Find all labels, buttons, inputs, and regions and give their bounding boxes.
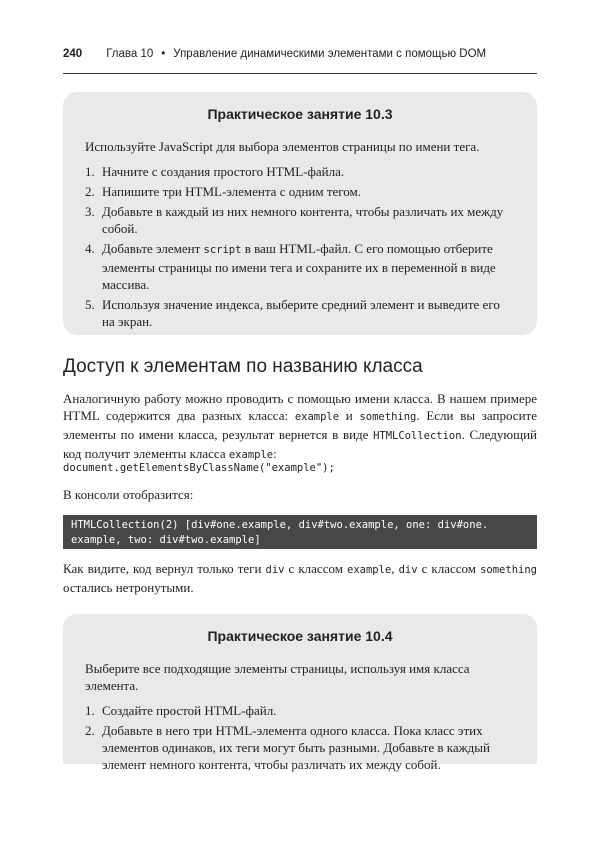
list-item xyxy=(85,702,515,719)
page-number: 240 xyxy=(63,48,83,60)
inline-code: script xyxy=(203,244,242,256)
exercise-title: Практическое занятие 10.3 xyxy=(207,106,393,122)
console-output-block: HTMLCollection(2) [div#one.example, div#two.example, one: div#one. example, two: div#two.example] xyxy=(63,515,537,549)
exercise-steps xyxy=(85,702,515,773)
list-item xyxy=(85,296,515,330)
step-text-post: в ваш HTML-файл. С его помощью отберите элементы страницы по имени тега и сохраните их в переменной в виде массива. xyxy=(102,241,496,292)
inline-code: something xyxy=(359,411,417,423)
text-run: с классом xyxy=(417,561,481,576)
text-run: . Если вы запросите элементы по имени класса, результат вернется в виде xyxy=(63,408,537,442)
step-number: 4. xyxy=(85,241,95,256)
text-run: , xyxy=(391,561,399,576)
step-text: Добавьте в каждый из них немного контента, чтобы различать их между собой. xyxy=(102,204,504,236)
chapter-title: Управление динамическими элементами с помощью DOM xyxy=(173,48,487,60)
code-sample: document.getElementsByClassName("example"); xyxy=(63,462,335,474)
step-text: Добавьте в него три HTML-элемента одного класса. Пока класс этих элементов одинаков, их теги могут быть разными. Добавьте в каждый элемент немного контента, чтобы различать их между собой. xyxy=(102,723,490,772)
step-number: 3. xyxy=(85,204,95,219)
exercise-intro: Используйте JavaScript для выбора элементов страницы по имени тега. xyxy=(85,139,480,154)
exercise-box-10-4 xyxy=(63,614,537,772)
step-number: 5. xyxy=(85,297,95,312)
exercise-intro: Выберите все подходящие элементы страницы, используя имя класса элемента. xyxy=(85,661,470,693)
inline-code: example xyxy=(294,411,340,423)
exercise-box-10-3 xyxy=(63,92,537,335)
list-item xyxy=(85,722,515,773)
step-number: 2. xyxy=(85,184,95,199)
step-text: Начните с создания простого HTML-файла. xyxy=(102,164,345,179)
inline-code: example xyxy=(347,564,392,576)
step-text: Используя значение индекса, выберите средний элемент и выведите его на экран. xyxy=(102,297,500,329)
body-paragraph xyxy=(63,560,537,596)
text-run: . Следующий код получит элементы класса xyxy=(63,427,537,461)
section-heading: Доступ к элементам по названию класса xyxy=(63,356,423,377)
inline-code: HTMLCollection xyxy=(373,430,462,442)
page-header xyxy=(63,48,537,74)
text-run: с классом xyxy=(284,561,348,576)
text-run: Аналогичную работу можно проводить с помощью имени класса. В нашем примере HTML содержится два разных класса: xyxy=(63,391,537,423)
list-item xyxy=(85,183,515,200)
body-paragraph xyxy=(63,390,537,464)
list-item xyxy=(85,203,515,237)
text-run: и xyxy=(339,408,360,423)
exercise-steps xyxy=(85,163,515,330)
list-item xyxy=(85,240,515,293)
text-run: : xyxy=(273,446,277,461)
inline-code: div xyxy=(398,564,418,576)
list-item xyxy=(85,163,515,180)
step-number: 2. xyxy=(85,723,95,738)
exercise-title: Практическое занятие 10.4 xyxy=(207,628,393,644)
chapter-label: Глава 10 xyxy=(106,48,154,60)
inline-code: example xyxy=(228,449,274,461)
console-intro: В консоли отобразится: xyxy=(63,487,194,502)
step-text-pre: Добавьте элемент xyxy=(102,241,204,256)
inline-code: something xyxy=(480,564,537,576)
text-run: остались нетронутыми. xyxy=(63,580,194,595)
text-run: Как видите, код вернул только теги xyxy=(63,561,266,576)
header-bullet: • xyxy=(161,48,166,60)
step-number: 1. xyxy=(85,703,95,718)
step-text: Создайте простой HTML-файл. xyxy=(102,703,277,718)
inline-code: div xyxy=(265,564,285,576)
step-number: 1. xyxy=(85,164,95,179)
step-text: Напишите три HTML-элемента с одним тегом. xyxy=(102,184,362,199)
